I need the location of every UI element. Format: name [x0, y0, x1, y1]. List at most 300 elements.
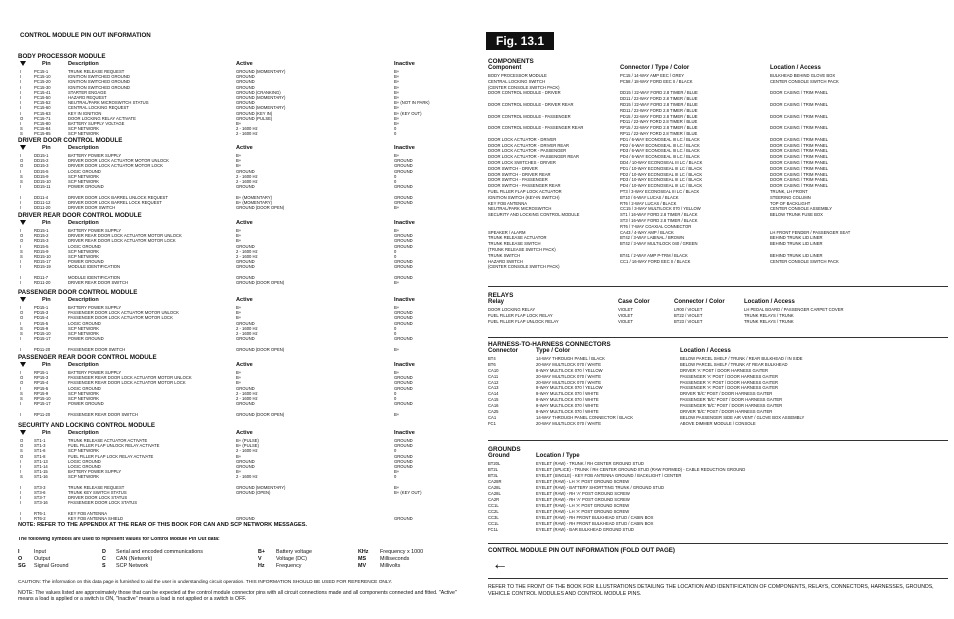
harness-connector: BT6 — [488, 361, 496, 367]
hdr-relay-connector: Connector / Color — [674, 299, 725, 305]
ground-location: EYELET (RAW) - RH 'A' POST GROUND SCREW — [536, 491, 630, 496]
harness-location: DRIVER 'B/C' POST / DOOR HARNESS GAITER — [680, 391, 773, 397]
component-location: BELOW TRUNK FUSE BOX — [770, 212, 823, 218]
pin-active: GROUND (DOOR OPEN) — [236, 279, 285, 285]
hdr-type: Type / Color — [536, 348, 571, 354]
ground-id: CC3L — [488, 515, 499, 520]
section-header — [18, 61, 470, 69]
pin-id: ST3-16 — [34, 500, 48, 506]
component-location: DOOR CASING / TRIM PANEL — [770, 148, 829, 154]
pin-description: NEUTRAL/PARK MICROSWITCH STATUS — [68, 100, 149, 106]
pin-active: B+ (PULSE) — [236, 443, 259, 449]
pin-row — [18, 131, 470, 136]
pin-description: BATTERY POWER SUPPLY — [68, 228, 122, 233]
pin-type: O — [20, 310, 24, 316]
pin-active: 2 - 1600 Hz — [236, 448, 258, 454]
pin-inactive: GROUND — [394, 453, 413, 459]
component-connector: PD1 / 6-WAY ECONOSEAL III LC / BLACK — [620, 136, 700, 142]
component-name: DOOR LOCK ACTUATOR - DRIVER REAR — [488, 142, 570, 148]
harness-type: 20-WAY MULTILOCK 070 / WHITE — [536, 361, 601, 367]
component-name: DOOR LOCK ACTUATOR - PASSENGER — [488, 148, 567, 154]
relay-case-color: VIOLET — [618, 307, 633, 312]
pin-id: RT6-1 — [34, 510, 46, 516]
component-name: (CENTER CONSOLE SWITCH PACK) — [488, 264, 560, 270]
pin-id: RD15-19 — [34, 264, 51, 270]
pin-id: RD15-5 — [34, 243, 49, 249]
pin-inactive: B+ — [394, 84, 400, 90]
component-connector: CC1 / 16-WAY FORD EEC II / BLACK — [620, 258, 691, 264]
hdr-active: Active — [236, 430, 253, 436]
component-connector: PC58 / 18-WAY FORD EEC II / BLACK — [620, 78, 693, 84]
pin-type: O — [20, 238, 24, 244]
relays-title: RELAYS — [488, 292, 514, 299]
legend-symbol: KHz — [358, 549, 369, 555]
pin-active: GROUND (MOMENTARY) — [236, 69, 286, 74]
component-name: (CENTER CONSOLE SWITCH PACK) — [488, 84, 560, 90]
component-location: DOOR CASING / TRIM PANEL — [770, 159, 829, 165]
legend-meaning: Battery voltage — [276, 549, 312, 555]
figure-label: Fig. 13.1 — [486, 32, 554, 50]
pin-id: PC15-20 — [34, 79, 51, 85]
grounds-table — [488, 461, 948, 533]
pin-inactive: 0 — [394, 330, 397, 336]
component-location: DOOR CASING / TRIM PANEL — [770, 154, 829, 160]
ground-location: EYELET (SINGLE) - KEY FOB ANTENNA GROUND / BACKLIGHT / CENTER — [536, 473, 682, 478]
component-location: DOOR CASING / TRIM PANEL — [770, 177, 829, 183]
harness-type: 14-WAY THROUGH PANEL / BLACK — [536, 356, 605, 361]
hdr-pin: Pin — [42, 145, 51, 151]
pin-inactive: GROUND — [394, 194, 413, 200]
pin-type: I — [20, 184, 22, 190]
pin-type: S — [20, 173, 23, 179]
pin-inactive: B+ — [394, 74, 400, 80]
grounds-header — [488, 453, 948, 461]
pin-inactive: B+ (NOT IN PARK) — [394, 100, 430, 106]
component-name: NEUTRAL/PARK MICROSWITCH — [488, 206, 552, 212]
harness-connector: CA15 — [488, 397, 499, 403]
pin-description: MODULE IDENTIFICATION — [68, 274, 121, 280]
pin-type: O — [20, 315, 24, 321]
component-name: KEY FOB ANTENNA — [488, 200, 528, 206]
pin-active: GROUND — [236, 401, 255, 407]
harness-location: PASSENGER 'A' POST / DOOR HARNESS GAITER — [680, 373, 779, 379]
pin-inactive: 0 — [394, 474, 397, 480]
pin-description: LOGIC GROUND — [68, 463, 101, 469]
component-connector: ST3 / 16-WAY FORD 2.8 TIMER / BLACK — [620, 217, 698, 223]
triangle-icon — [20, 61, 30, 68]
divider — [488, 543, 948, 544]
pin-type: I — [20, 194, 22, 200]
module-section — [18, 354, 470, 417]
pin-description: PASSENGER DOOR LOCK ACTUATOR MOTOR UNLOCK — [68, 310, 179, 316]
page-title: CONTROL MODULE PIN OUT INFORMATION — [20, 32, 151, 39]
hdr-ground: Ground — [488, 453, 510, 459]
legend-symbol: B+ — [258, 549, 266, 555]
triangle-icon — [20, 220, 30, 227]
grounds-section — [488, 446, 948, 533]
pin-active: GROUND — [236, 515, 255, 521]
pin-inactive: 0 — [394, 173, 397, 179]
component-name: DOOR CONTROL MODULE - DRIVER REAR — [488, 101, 574, 107]
ground-id: BT3L — [488, 473, 499, 478]
ground-location: EYELET (RAW) - RH 'A' POST GROUND SCREW — [536, 497, 630, 502]
pin-active: B+ — [236, 153, 242, 158]
pin-active: GROUND — [236, 320, 255, 326]
pin-active: B+ — [236, 305, 242, 310]
pin-type: I — [20, 168, 22, 174]
legend-meaning: Millivolts — [380, 563, 401, 569]
pin-type: O — [20, 453, 24, 459]
pin-description: POWER GROUND — [68, 401, 104, 407]
section-title: BODY PROCESSOR MODULE — [18, 53, 106, 60]
pin-active: B+ — [236, 380, 242, 386]
pin-id: RT6-2 — [34, 515, 46, 521]
pin-type: I — [20, 94, 22, 100]
pin-description: BATTERY POWER SUPPLY — [68, 370, 122, 375]
pin-active: B+ — [236, 233, 242, 239]
pin-id: RD15-1 — [34, 228, 49, 233]
pin-description: SCP NETWORK — [68, 330, 100, 336]
pin-type: I — [20, 484, 22, 490]
component-connector: PT3 / 3-WAY ECONOSEAL III LC / BLACK — [620, 188, 700, 194]
relay-connector: LR00 / VIOLET — [674, 307, 703, 312]
legend-symbol: MV — [358, 563, 367, 569]
harness-connector: CA14 — [488, 391, 499, 397]
component-location: LH FRONT FENDER / PASSENGER SEAT — [770, 229, 851, 235]
component-location: DOOR CASING / TRIM PANEL — [770, 90, 829, 96]
section-header — [18, 430, 470, 438]
legend-symbol: I — [18, 549, 20, 555]
components-section — [488, 58, 948, 270]
component-location: TOP OF BACKLIGHT — [770, 200, 811, 206]
pin-id: PC15-63 — [34, 110, 51, 116]
harness-location: BELOW PARCEL SHELF / TRUNK AT REAR BULKHEAD — [680, 361, 788, 367]
pin-id: PC15-80 — [34, 120, 51, 126]
legend-meaning: SCP Network — [116, 563, 149, 569]
pin-type: I — [20, 228, 22, 233]
pin-id: PD15-3 — [34, 310, 49, 316]
pin-description: DRIVER REAR DOOR SWITCH — [68, 279, 129, 285]
pin-type: O — [20, 115, 24, 121]
pin-id: DD15-2 — [34, 158, 49, 164]
pin-type: S — [20, 395, 23, 401]
ground-id: CC1L — [488, 521, 499, 526]
grounds-title: GROUNDS — [488, 446, 521, 453]
pin-id: DD11-12 — [34, 199, 51, 205]
relay-location: LH PEDAL BOARD / PASSENGER CARPET COVER — [744, 307, 844, 312]
pin-id: ST1-3 — [34, 443, 46, 449]
pin-id: ST1-13 — [34, 458, 48, 464]
pin-inactive: B+ — [394, 94, 400, 100]
pin-inactive: B+ — [394, 120, 400, 126]
ground-location: EYELET (RAW) - RH FRONT BULKHEAD STUD / CABIN BOX — [536, 515, 654, 520]
hdr-description: Description — [68, 220, 99, 226]
hdr-description: Description — [68, 297, 99, 303]
legend-symbol: Hz — [258, 563, 265, 569]
pin-row — [18, 205, 470, 210]
component-name: DOOR SWITCH - PASSENGER — [488, 177, 548, 183]
legend-symbol: C — [102, 556, 106, 562]
pin-inactive: B+ — [394, 469, 400, 475]
pin-inactive: 0 — [394, 178, 397, 184]
pin-description: SCP NETWORK — [68, 395, 100, 401]
pin-id: PC15-41 — [34, 89, 51, 95]
hdr-inactive: Inactive — [394, 61, 415, 67]
pin-active: GROUND — [236, 336, 255, 342]
component-location: BEHIND TRUNK LID LINER — [770, 235, 823, 241]
pin-id: RP15-3 — [34, 375, 49, 381]
component-connector: PD11 / 22-WAY FORD 2.8 TIMER / BLUE — [620, 119, 698, 125]
ground-location: EYELET (RAW) - TRUNK / RH CENTER GROUND STUD — [536, 461, 644, 466]
pin-description: SCP NETWORK — [68, 178, 100, 184]
pin-active: GROUND — [236, 168, 255, 174]
component-location: DOOR CASING / TRIM PANEL — [770, 125, 829, 131]
section-title: DRIVER DOOR CONTROL MODULE — [18, 137, 123, 144]
ground-id: CA28L — [488, 491, 501, 496]
hdr-inactive: Inactive — [394, 145, 415, 151]
pin-inactive: B+ — [394, 115, 400, 121]
pin-inactive: GROUND — [394, 463, 413, 469]
pin-description: LOGIC GROUND — [68, 385, 101, 391]
harness-type: 8-WAY MULTILOCK 070 / WHITE — [536, 403, 599, 409]
component-connector: PD3 / 6-WAY ECONOSEAL III LC / BLACK — [620, 148, 700, 154]
component-name: TRUNK SWITCH — [488, 252, 521, 258]
pin-active: B+ — [236, 163, 242, 169]
component-name: FUEL FILLER FLAP LOCK ACTUATOR — [488, 188, 562, 194]
pin-id: PC15-85 — [34, 131, 51, 137]
relays-section — [488, 292, 948, 324]
pin-active: GROUND (MOMENTARY) — [236, 105, 286, 111]
harness-location: PASSENGER 'A' POST / DOOR HARNESS GAITER — [680, 385, 779, 391]
component-row — [488, 264, 948, 270]
pin-type: I — [20, 279, 22, 285]
pin-description: DOOR LOCKING RELAY ACTIVATE — [68, 115, 136, 121]
pin-description: SCP NETWORK — [68, 253, 100, 259]
network-note: NOTE: REFER TO THE APPENDIX AT THE REAR OF THIS BOOK FOR CAN AND SCP NETWORK MESSAGES. — [18, 522, 308, 528]
relay-case-color: VIOLET — [618, 312, 633, 318]
pin-rows — [18, 228, 470, 285]
pin-type: I — [20, 110, 22, 116]
pin-rows — [18, 153, 470, 210]
pin-active: B+ — [236, 310, 242, 316]
pin-description: PASSENGER REAR DOOR LOCK ACTUATOR MOTOR LOCK — [68, 380, 186, 386]
hdr-active: Active — [236, 362, 253, 368]
pin-id: RD15-3 — [34, 238, 49, 244]
pin-active: GROUND (DOOR OPEN) — [236, 411, 285, 417]
pin-inactive: B+ — [394, 411, 400, 417]
legend-row — [18, 549, 470, 556]
section-title: DRIVER REAR DOOR CONTROL MODULE — [18, 212, 142, 219]
hdr-active: Active — [236, 297, 253, 303]
pin-type: S — [20, 248, 23, 254]
hdr-active: Active — [236, 61, 253, 67]
pin-active: GROUND — [236, 385, 255, 391]
legend-meaning: Frequency — [276, 563, 302, 569]
pin-inactive: B+ (KEY OUT) — [394, 110, 422, 116]
section-header — [18, 145, 470, 153]
harness-connector: CA1 — [488, 414, 497, 420]
component-name: CENTRAL LOCKING SWITCH — [488, 78, 546, 84]
hdr-description: Description — [68, 145, 99, 151]
pin-inactive: 0 — [394, 448, 397, 454]
pin-id: DD11-4 — [34, 194, 49, 200]
hdr-pin: Pin — [42, 362, 51, 368]
pin-description: DRIVER DOOR LOCK STATUS — [68, 495, 128, 501]
harness-title: HARNESS-TO-HARNESS CONNECTORS — [488, 341, 611, 348]
pin-inactive: GROUND — [394, 385, 413, 391]
divider — [488, 440, 948, 441]
pin-type: I — [20, 199, 22, 205]
pin-description: SCP NETWORK — [68, 474, 100, 480]
pin-type: I — [20, 500, 22, 506]
component-connector: CC15 / 3-WAY MULTILOCK 070 / YELLOW — [620, 206, 701, 212]
harness-type: 20-WAY MULTILOCK 070 / WHITE — [536, 420, 601, 426]
legend-meaning: Serial and encoded communications — [116, 549, 203, 555]
component-connector: BT42 / 3-WAY LABINAL / BROWN — [620, 235, 684, 241]
pin-id: RD11-20 — [34, 279, 51, 285]
pin-id: ST3-6 — [34, 489, 46, 495]
harness-location: ABOVE DIMMER MODULE / CONSOLE — [680, 420, 756, 426]
pin-id: PC15-52 — [34, 100, 51, 106]
pin-type: I — [20, 515, 22, 521]
pin-type: I — [20, 370, 22, 375]
harness-type: 20-WAY MULTILOCK 070 / WHITE — [536, 373, 601, 379]
pin-rows — [18, 305, 470, 352]
component-connector: DD15 / 22-WAY FORD 2.8 TIMER / BLUE — [620, 90, 698, 96]
pin-type: I — [20, 463, 22, 469]
pin-inactive: GROUND — [394, 443, 413, 449]
relays-header — [488, 299, 948, 307]
divider — [488, 578, 948, 579]
pin-inactive: B+ — [394, 105, 400, 111]
pin-type: O — [20, 438, 24, 443]
pin-id: ST1-14 — [34, 463, 48, 469]
component-connector: PD1 / 10-WAY ECONOSEAL III LC / BLACK — [620, 165, 703, 171]
harness-type: 8-WAY MULTILOCK 070 / WHITE — [536, 391, 599, 397]
pin-active: GROUND — [236, 100, 255, 106]
pin-description: SCP NETWORK — [68, 131, 100, 137]
left-page — [0, 0, 470, 619]
pin-description: BATTERY SUPPLY VOLTAGE — [68, 120, 125, 126]
pin-type: I — [20, 105, 22, 111]
pin-inactive: B+ — [394, 89, 400, 95]
pin-active: B+ — [236, 238, 242, 244]
pin-id: PC15-1 — [34, 69, 49, 74]
component-name: DOOR LOCK SWITCHES - DRIVER — [488, 159, 556, 165]
pin-description: MODULE IDENTIFICATION — [68, 264, 121, 270]
components-title: COMPONENTS — [488, 58, 534, 65]
legend-meaning: Output — [34, 556, 51, 562]
pin-type: I — [20, 336, 22, 342]
pin-type: S — [20, 126, 23, 132]
pin-type: S — [20, 390, 23, 396]
pin-description: SCP NETWORK — [68, 448, 100, 454]
component-location: DOOR CASING / TRIM PANEL — [770, 165, 829, 171]
pin-type: I — [20, 489, 22, 495]
module-section — [18, 289, 470, 352]
pin-description: DRIVER REAR DOOR LOCK ACTUATOR MOTOR UNLOCK — [68, 233, 182, 239]
pin-description: BATTERY POWER SUPPLY — [68, 469, 122, 475]
component-name: DOOR LOCK ACTUATOR - PASSENGER REAR — [488, 154, 579, 160]
pin-type: O — [20, 375, 24, 381]
pin-type: I — [20, 274, 22, 280]
pin-inactive: GROUND — [394, 375, 413, 381]
component-name: DOOR CONTROL MODULE - DRIVER — [488, 90, 561, 96]
ground-location: EYELET (SPLICE) - TRUNK / RH CENTER GROUND STUD (RAW FORMED) - CABLE REDUCTION GROUND — [536, 467, 746, 472]
pin-type: I — [20, 346, 22, 352]
section-header — [18, 362, 470, 370]
pin-id: RP15-10 — [34, 395, 51, 401]
module-section — [18, 137, 470, 210]
component-location: DOOR CASING / TRIM PANEL — [770, 136, 829, 142]
pin-active: GROUND (OPEN) — [236, 489, 271, 495]
pin-inactive: 0 — [394, 248, 397, 254]
hdr-inactive: Inactive — [394, 430, 415, 436]
pin-description: DRIVER DOOR LOCK BARREL UNLOCK REQUEST — [68, 194, 168, 200]
pin-description: DRIVER DOOR SWITCH — [68, 204, 116, 210]
module-section — [18, 53, 470, 136]
pin-description: IGNITION SWITCHED GROUND — [68, 79, 130, 85]
component-name: SECURITY AND LOCKING CONTROL MODULE — [488, 212, 580, 218]
component-location: STEERING COLUMN — [770, 194, 811, 200]
relay-name: DOOR LOCKING RELAY — [488, 307, 536, 312]
component-connector: RP11 / 22-WAY FORD 2.8 TIMER / BLUE — [620, 130, 698, 136]
pin-id: DD15-10 — [34, 178, 51, 184]
relay-name: FUEL FILLER FLAP UNLOCK RELAY — [488, 318, 559, 324]
pin-type: I — [20, 74, 22, 80]
pin-description: TRUNK KEY SWITCH STATUS — [68, 489, 127, 495]
pin-active: B+ — [236, 469, 242, 475]
pin-type: I — [20, 411, 22, 417]
pin-inactive: GROUND — [394, 158, 413, 164]
hdr-pin: Pin — [42, 220, 51, 226]
pin-inactive: GROUND — [394, 320, 413, 326]
pin-active: GROUND (PULSE) — [236, 115, 273, 121]
pin-inactive: B+ — [394, 79, 400, 85]
pin-inactive: GROUND — [394, 336, 413, 342]
pin-active: 2 - 1600 Hz — [236, 248, 258, 254]
pin-active: B+ — [236, 453, 242, 459]
pin-active: GROUND (KEY IN) — [236, 110, 273, 116]
pin-inactive: B+ — [394, 228, 400, 233]
pin-description: TRUNK RELEASE REQUEST — [68, 69, 125, 74]
values-note: NOTE: The values listed are approximately those that can be expected at the control module connector pins with all circuit connections made and all components connected and fitted. "Active" means a load is applied or a switch is ON, "Inactive" means a load is not applied or a switch is OFF. — [18, 590, 457, 603]
pin-description: POWER GROUND — [68, 184, 104, 190]
pin-id: PC15-84 — [34, 126, 51, 132]
hdr-case: Case Color — [618, 299, 650, 305]
harness-section — [488, 341, 948, 427]
pin-id: PC15-71 — [34, 115, 51, 121]
section-title: SECURITY AND LOCKING CONTROL MODULE — [18, 422, 156, 429]
component-location: CENTER CONSOLE SWITCH PACK — [770, 78, 839, 84]
pin-description: DRIVER DOOR LOCK BARREL LOCK REQUEST — [68, 199, 162, 205]
ground-id: FC1L — [488, 527, 499, 532]
section-header — [18, 220, 470, 228]
pin-active: GROUND (CRANKING) — [236, 89, 281, 95]
pin-active: GROUND — [236, 458, 255, 464]
ground-location: EYELET (RAW) - BAR BULKHEAD GROUND STUD — [536, 527, 634, 532]
component-connector: PD2 / 6-WAY ECONOSEAL III LC / BLACK — [620, 142, 700, 148]
legend-meaning: Frequency x 1000 — [380, 549, 424, 555]
pin-inactive: GROUND — [394, 163, 413, 169]
pin-active: B+ (MOMENTARY) — [236, 199, 273, 205]
hdr-inactive: Inactive — [394, 220, 415, 226]
ground-id: CC1L — [488, 503, 499, 508]
pin-description: IGNITION SWITCHED GROUND — [68, 74, 130, 80]
pin-id: DD11-20 — [34, 204, 51, 210]
component-location: CENTER CONSOLE SWITCH PACK — [770, 258, 839, 264]
pin-inactive: 0 — [394, 131, 397, 137]
